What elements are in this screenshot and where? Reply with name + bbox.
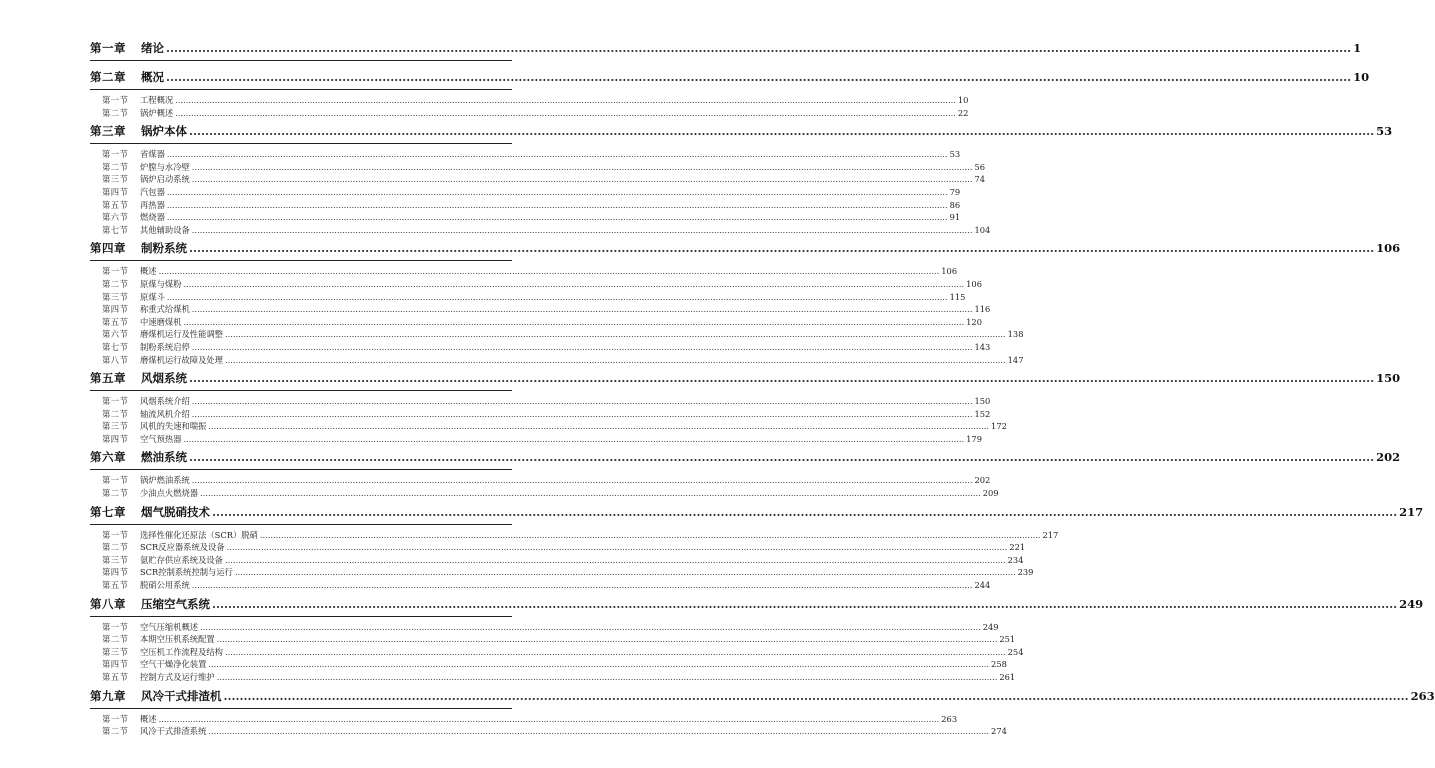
section-page-number: 106 — [966, 278, 982, 289]
section-title: 风机的失速和喘振 — [140, 421, 207, 432]
leader-dots — [167, 292, 948, 302]
leader-dots — [184, 279, 965, 289]
toc-chapter — [90, 370, 1401, 449]
section-page-number: 172 — [991, 421, 1007, 432]
section-title: 空压机工作流程及结构 — [140, 646, 223, 657]
section-page-number: 104 — [974, 224, 991, 235]
section-number: 第五节 — [102, 672, 129, 682]
section-number: 第二节 — [102, 488, 129, 499]
leader-dots — [192, 174, 973, 184]
section-number: 第七节 — [102, 224, 129, 235]
section-number: 第三节 — [102, 421, 129, 432]
toc-chapter-entry[interactable] — [90, 370, 1401, 389]
chapter-number: 第八章 — [90, 596, 126, 611]
chapter-divider — [90, 469, 512, 470]
toc-section-entry[interactable] — [90, 148, 961, 161]
section-title: SCR反应器系统及设备 — [140, 542, 225, 553]
section-title: 称重式给煤机 — [140, 304, 190, 315]
toc-section-entry[interactable] — [90, 646, 1024, 659]
section-title: 工程概况 — [140, 95, 174, 105]
chapter-divider — [90, 260, 512, 261]
leader-dots — [217, 634, 998, 644]
toc-section-entry[interactable] — [90, 224, 991, 237]
section-number: 第一节 — [102, 621, 129, 632]
toc-chapter-entry[interactable] — [90, 596, 1424, 615]
section-title: 其他辅助设备 — [140, 224, 190, 235]
section-number: 第二节 — [102, 161, 129, 172]
leader-dots — [224, 689, 1409, 703]
toc-section-entry[interactable] — [90, 303, 991, 316]
leader-dots — [192, 475, 973, 485]
section-page-number: 106 — [941, 266, 958, 277]
section-title: 概述 — [140, 266, 157, 277]
section-number: 第七节 — [102, 341, 129, 352]
section-page-number: 254 — [1007, 646, 1024, 657]
section-page-number: 79 — [949, 186, 961, 197]
section-number: 第三节 — [102, 174, 129, 185]
section-page-number: 138 — [1007, 329, 1024, 340]
chapter-page-number: 1 — [1353, 41, 1362, 55]
toc-section-entry[interactable] — [90, 725, 1007, 738]
chapter-title: 概况 — [141, 70, 164, 84]
section-number: 第二节 — [102, 634, 129, 645]
section-title: 炉膛与水冷壁 — [140, 161, 190, 172]
section-page-number: 56 — [974, 161, 986, 172]
toc-chapter — [90, 688, 1435, 742]
section-number: 第二节 — [102, 726, 129, 737]
section-page-number: 152 — [974, 408, 991, 419]
section-title: 风冷干式排渣系统 — [140, 726, 207, 737]
toc-chapter-entry[interactable] — [90, 449, 1401, 468]
section-number: 第三节 — [102, 554, 129, 565]
section-number: 第三节 — [102, 291, 129, 302]
section-title: 氨贮存供应系统及设备 — [140, 554, 223, 565]
section-page-number: 147 — [1007, 354, 1024, 365]
chapter-page-number: 10 — [1353, 70, 1370, 84]
chapter-title: 压缩空气系统 — [141, 596, 210, 611]
section-title: 原煤斗 — [140, 291, 165, 302]
section-title: 制粉系统启停 — [140, 341, 190, 352]
chapter-title: 烟气脱硝技术 — [141, 504, 210, 519]
toc-chapter — [90, 596, 1424, 688]
chapter-title: 燃油系统 — [141, 450, 187, 465]
leader-dots — [167, 200, 948, 210]
section-title: 汽包器 — [140, 186, 165, 197]
toc-section-entry[interactable] — [90, 579, 991, 592]
leader-dots — [189, 450, 1374, 464]
leader-dots — [166, 41, 1351, 55]
chapter-spacer — [90, 738, 512, 742]
chapter-number: 第三章 — [90, 124, 126, 139]
leader-dots — [208, 659, 989, 669]
section-number: 第一节 — [102, 95, 129, 105]
leader-dots — [217, 672, 998, 682]
toc-chapter-entry[interactable] — [90, 40, 1362, 59]
chapter-page-number: 263 — [1410, 688, 1435, 703]
toc-section-entry[interactable] — [90, 107, 969, 120]
section-number: 第一节 — [102, 396, 129, 407]
toc-section-entry[interactable] — [90, 474, 991, 487]
leader-dots — [225, 555, 1006, 565]
toc-section-entry[interactable] — [90, 566, 1034, 579]
toc-chapter-entry[interactable] — [90, 69, 1370, 88]
section-number: 第二节 — [102, 278, 129, 289]
section-title: 省煤器 — [140, 149, 165, 160]
chapter-page-number: 53 — [1376, 124, 1393, 139]
section-page-number: 179 — [966, 433, 982, 444]
chapter-title: 绪论 — [141, 41, 164, 55]
toc-chapter — [90, 69, 1370, 123]
section-page-number: 274 — [991, 726, 1007, 737]
chapter-number: 第七章 — [90, 504, 126, 519]
section-title: 少油点火燃烧器 — [140, 488, 199, 499]
leader-dots — [175, 95, 956, 105]
chapter-divider — [90, 524, 512, 525]
section-page-number: 244 — [974, 580, 991, 591]
toc-section-entry[interactable] — [90, 186, 961, 199]
leader-dots — [192, 342, 973, 352]
toc-section-entry[interactable] — [90, 199, 961, 212]
leader-dots — [235, 567, 1016, 577]
section-page-number: 10 — [957, 95, 969, 105]
chapter-divider — [90, 143, 512, 144]
section-title: 锅炉概述 — [140, 107, 174, 118]
section-number: 第六节 — [102, 212, 129, 223]
section-number: 第六节 — [102, 329, 129, 340]
toc-section-entry[interactable] — [90, 420, 1007, 433]
section-number: 第二节 — [102, 107, 129, 118]
chapter-divider — [90, 60, 512, 61]
section-title: 锅炉启动系统 — [140, 174, 190, 185]
leader-dots — [166, 70, 1351, 84]
leader-dots — [184, 317, 965, 327]
section-title: 空气预热器 — [140, 433, 182, 444]
leader-dots — [189, 124, 1374, 138]
chapter-number: 第六章 — [90, 450, 126, 465]
section-title: 概述 — [140, 713, 157, 724]
section-title: 脱硝公用系统 — [140, 580, 190, 591]
leader-dots — [167, 149, 948, 159]
leader-dots — [192, 162, 973, 172]
leader-dots — [175, 108, 956, 118]
section-page-number: 116 — [974, 304, 991, 315]
leader-dots — [192, 396, 973, 406]
leader-dots — [212, 505, 1397, 519]
chapter-page-number: 249 — [1399, 596, 1424, 611]
toc-chapter-entry[interactable] — [90, 123, 1393, 142]
section-title: 燃烧器 — [140, 212, 165, 223]
toc-section-entry[interactable] — [90, 94, 969, 107]
leader-dots — [192, 304, 973, 314]
toc-section-entry[interactable] — [90, 713, 958, 726]
toc-section-entry[interactable] — [90, 658, 1007, 671]
chapter-title: 锅炉本体 — [141, 124, 187, 139]
toc-chapter — [90, 123, 1393, 240]
leader-dots — [189, 241, 1374, 255]
section-title: 轴流风机介绍 — [140, 408, 190, 419]
toc-section-entry[interactable] — [90, 354, 1024, 367]
section-number: 第八节 — [102, 354, 129, 365]
chapter-title: 风冷干式排渣机 — [141, 688, 222, 703]
section-number: 第三节 — [102, 646, 129, 657]
toc-section-entry[interactable] — [90, 328, 1024, 341]
section-title: 原煤与煤粉 — [140, 278, 182, 289]
section-number: 第四节 — [102, 186, 129, 197]
section-title: 锅炉燃油系统 — [140, 475, 190, 486]
section-page-number: 221 — [1009, 542, 1026, 553]
toc-section-entry[interactable] — [90, 554, 1024, 567]
section-number: 第四节 — [102, 567, 129, 578]
leader-dots — [208, 421, 989, 431]
table-of-contents — [90, 40, 1435, 742]
toc-section-entry[interactable] — [90, 265, 958, 278]
section-number: 第四节 — [102, 659, 129, 670]
section-page-number: 249 — [982, 621, 999, 632]
section-title: 本期空压机系统配置 — [140, 634, 215, 645]
chapter-title: 风烟系统 — [141, 371, 187, 386]
section-title: 控制方式及运行维护 — [140, 672, 215, 682]
leader-dots — [208, 726, 989, 736]
toc-section-entry[interactable] — [90, 529, 1059, 542]
chapter-number: 第五章 — [90, 371, 126, 386]
section-title: 再热器 — [140, 199, 165, 210]
toc-chapter-entry[interactable] — [90, 240, 1401, 259]
section-page-number: 120 — [966, 316, 982, 327]
section-number: 第五节 — [102, 316, 129, 327]
section-page-number: 263 — [941, 713, 958, 724]
toc-section-entry[interactable] — [90, 433, 982, 446]
leader-dots — [184, 434, 965, 444]
leader-dots — [225, 329, 1006, 339]
leader-dots — [227, 542, 1008, 552]
leader-dots — [192, 580, 973, 590]
leader-dots — [200, 488, 981, 498]
toc-section-entry[interactable] — [90, 278, 982, 291]
section-number: 第五节 — [102, 199, 129, 210]
section-page-number: 239 — [1017, 567, 1034, 578]
section-page-number: 234 — [1007, 554, 1024, 565]
chapter-divider — [90, 89, 512, 90]
section-number: 第二节 — [102, 542, 129, 553]
toc-section-entry[interactable] — [90, 541, 1026, 554]
leader-dots — [192, 409, 973, 419]
section-title: SCR控制系统控制与运行 — [140, 567, 233, 578]
toc-section-entry[interactable] — [90, 316, 982, 329]
leader-dots — [260, 530, 1041, 540]
section-number: 第二节 — [102, 408, 129, 419]
toc-chapter-entry[interactable] — [90, 504, 1424, 523]
leader-dots — [189, 371, 1374, 385]
toc-section-entry[interactable] — [90, 161, 986, 174]
leader-dots — [159, 714, 940, 724]
leader-dots — [212, 597, 1397, 611]
toc-section-entry[interactable] — [90, 395, 991, 408]
chapter-number: 第二章 — [90, 70, 126, 84]
section-page-number: 91 — [949, 212, 961, 223]
section-page-number: 217 — [1042, 529, 1059, 540]
leader-dots — [200, 622, 981, 632]
chapter-page-number: 106 — [1376, 241, 1401, 256]
section-page-number: 209 — [982, 488, 999, 499]
chapter-divider — [90, 616, 512, 617]
toc-section-entry[interactable] — [90, 211, 961, 224]
leader-dots — [167, 212, 948, 222]
section-title: 磨煤机运行及性能调整 — [140, 329, 223, 340]
section-page-number: 143 — [974, 341, 991, 352]
chapter-number: 第四章 — [90, 241, 126, 256]
section-number: 第四节 — [102, 304, 129, 315]
section-number: 第一节 — [102, 149, 129, 160]
toc-chapter — [90, 449, 1401, 503]
chapter-number: 第一章 — [90, 41, 126, 55]
leader-dots — [225, 355, 1006, 365]
section-number: 第一节 — [102, 529, 129, 540]
section-number: 第一节 — [102, 713, 129, 724]
section-number: 第一节 — [102, 475, 129, 486]
section-title: 空气干燥净化装置 — [140, 659, 207, 670]
chapter-title: 制粉系统 — [141, 241, 187, 256]
section-page-number: 53 — [949, 149, 961, 160]
section-page-number: 258 — [991, 659, 1007, 670]
section-page-number: 22 — [957, 107, 969, 118]
toc-section-entry[interactable] — [90, 291, 966, 304]
leader-dots — [192, 225, 973, 235]
toc-section-entry[interactable] — [90, 633, 1016, 646]
section-number: 第五节 — [102, 580, 129, 591]
chapter-page-number: 217 — [1399, 504, 1424, 519]
toc-chapter — [90, 240, 1401, 370]
section-page-number: 150 — [974, 396, 991, 407]
section-title: 中速磨煤机 — [140, 316, 182, 327]
section-page-number: 202 — [974, 475, 991, 486]
toc-chapter — [90, 504, 1424, 596]
section-page-number: 251 — [999, 634, 1016, 645]
toc-section-entry[interactable] — [90, 341, 991, 354]
section-page-number: 115 — [949, 291, 966, 302]
chapter-page-number: 202 — [1376, 450, 1401, 465]
section-title: 风烟系统介绍 — [140, 396, 190, 407]
leader-dots — [159, 266, 940, 276]
section-title: 磨煤机运行故障及处理 — [140, 354, 223, 365]
leader-dots — [167, 187, 948, 197]
toc-section-entry[interactable] — [90, 621, 999, 634]
section-page-number: 74 — [974, 174, 986, 185]
section-page-number: 261 — [999, 672, 1016, 682]
section-title: 空气压缩机概述 — [140, 621, 199, 632]
toc-section-entry[interactable] — [90, 173, 986, 186]
chapter-number: 第九章 — [90, 688, 126, 703]
toc-section-entry[interactable] — [90, 408, 991, 421]
section-page-number: 86 — [949, 199, 961, 210]
chapter-page-number: 150 — [1376, 371, 1401, 386]
toc-section-entry[interactable] — [90, 487, 999, 500]
toc-chapter — [90, 40, 1362, 69]
chapter-divider — [90, 708, 512, 709]
chapter-divider — [90, 390, 512, 391]
section-number: 第一节 — [102, 266, 129, 277]
section-title: 选择性催化还原法（SCR）脱硝 — [140, 529, 258, 540]
toc-section-entry[interactable] — [90, 671, 1016, 684]
toc-chapter-entry[interactable] — [90, 688, 1435, 707]
section-number: 第四节 — [102, 433, 129, 444]
leader-dots — [225, 647, 1006, 657]
